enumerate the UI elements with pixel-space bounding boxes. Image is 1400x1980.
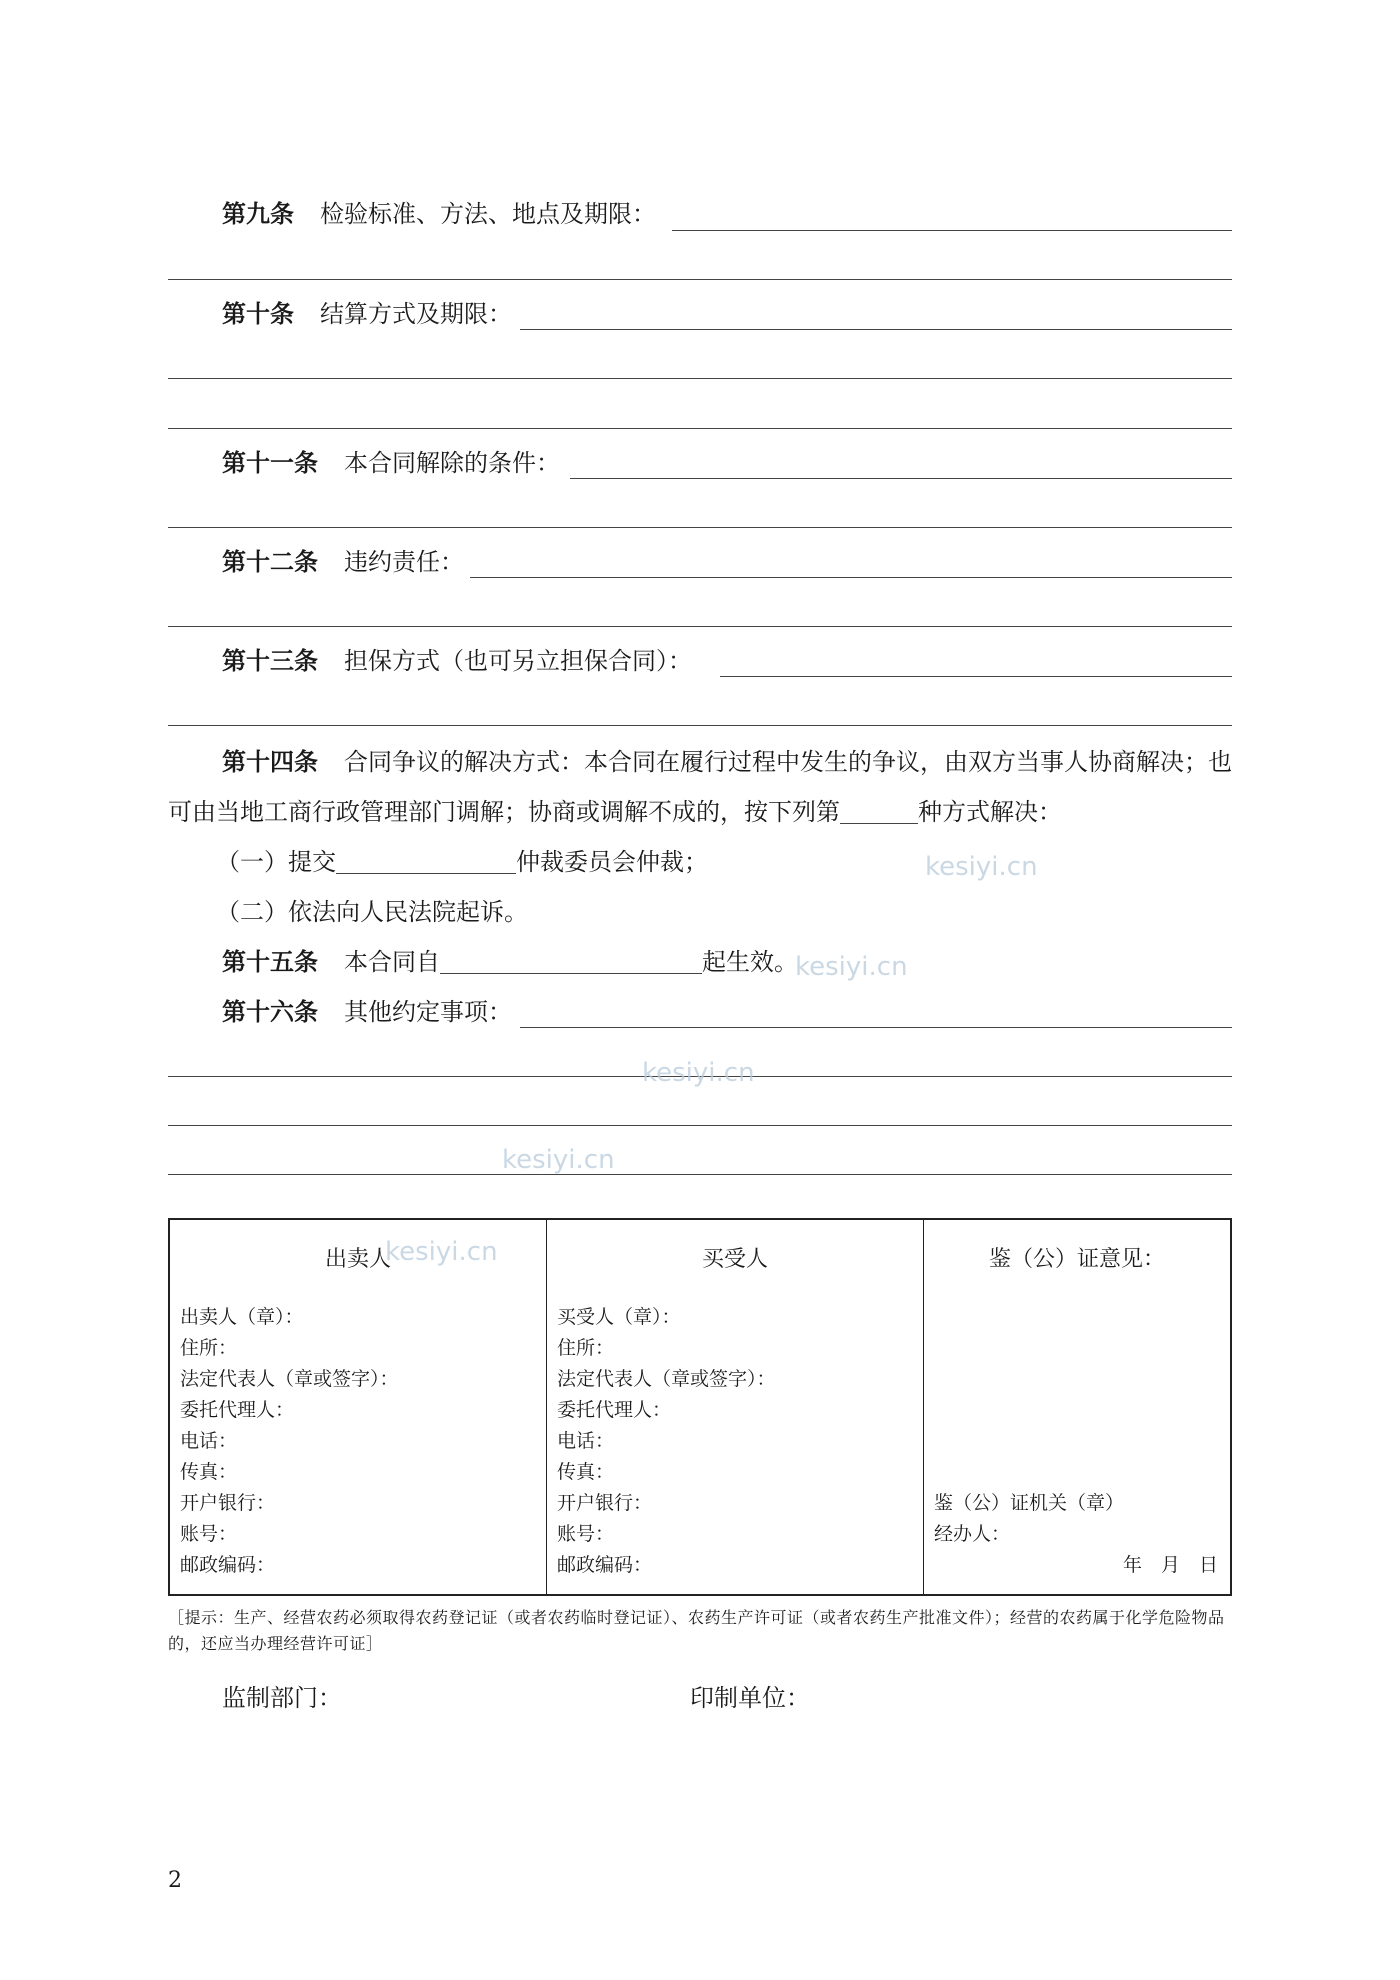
dispute-option-blank[interactable] — [840, 797, 918, 824]
clause-16-extra-line-2[interactable] — [168, 1125, 1232, 1126]
effective-date-blank[interactable] — [440, 947, 702, 974]
clause-12-number: 第十二条 — [222, 548, 318, 576]
supervisor-label: 监制部门： — [222, 1684, 342, 1712]
option-1-suffix: 仲裁委员会仲裁； — [516, 848, 708, 876]
clause-12 — [168, 546, 1232, 578]
watermark-3: kesiyi.cn — [642, 1058, 755, 1088]
clause-13-number: 第十三条 — [222, 647, 318, 675]
signature-table — [168, 1218, 1232, 1596]
notary-cell — [924, 1219, 1232, 1595]
option-1 — [168, 837, 1232, 887]
clause-14 — [168, 737, 1232, 837]
watermark-2: kesiyi.cn — [795, 952, 908, 982]
arbitration-commission-blank[interactable] — [336, 847, 516, 874]
clause-13-extra-line[interactable] — [168, 725, 1232, 726]
clause-10-text: 结算方式及期限： — [320, 300, 512, 328]
clause-14-number: 第十四条 — [222, 748, 318, 776]
seller-phone-field[interactable]: 电话： — [180, 1430, 238, 1452]
clause-13 — [168, 645, 1232, 677]
pesticide-license-note: ［提示：生产、经营农药必须取得农药登记证（或者农药临时登记证）、农药生产许可证（或者农药生产批准文件）；经营的农药属于化学危险物品的，还应当办理经营许可证］ — [168, 1608, 1225, 1653]
buyer-fax-field[interactable]: 传真： — [557, 1461, 615, 1483]
clause-16 — [168, 996, 1232, 1028]
seller-cell — [169, 1219, 547, 1595]
clause-11-text: 本合同解除的条件： — [344, 449, 560, 477]
clause-16-text: 其他约定事项： — [344, 998, 512, 1026]
clause-10-extra-line-2[interactable] — [168, 428, 1232, 429]
buyer-fields — [557, 1302, 776, 1581]
clause-14-text-2: 决；也可由当地工商行政管理部门调解；协商或调解不成的，按下列第 — [168, 748, 1232, 826]
clause-12-fill-line[interactable] — [470, 577, 1232, 578]
notary-date[interactable]: 年 月 日 — [1122, 1554, 1218, 1576]
clause-14-text-1: 合同争议的解决方式：本合同在履行过程中发生的争议，由双方当事人协商解 — [344, 748, 1160, 776]
page-number: 2 — [168, 1868, 182, 1893]
clause-11-fill-line[interactable] — [570, 478, 1232, 479]
clause-10-extra-line-1[interactable] — [168, 378, 1232, 379]
buyer-agent-field[interactable]: 委托代理人： — [557, 1399, 672, 1421]
clause-9-extra-line[interactable] — [168, 279, 1232, 280]
buyer-phone-field[interactable]: 电话： — [557, 1430, 615, 1452]
seller-bank-field[interactable]: 开户银行： — [180, 1492, 276, 1514]
buyer-bank-field[interactable]: 开户银行： — [557, 1492, 653, 1514]
clause-10 — [168, 298, 1232, 330]
watermark-4: kesiyi.cn — [502, 1145, 615, 1175]
clause-15-prefix: 本合同自 — [344, 948, 440, 976]
clause-12-text: 违约责任： — [344, 548, 464, 576]
watermark-1: kesiyi.cn — [925, 852, 1038, 882]
seller-address-field[interactable]: 住所： — [180, 1337, 238, 1359]
clause-16-extra-line-3[interactable] — [168, 1174, 1232, 1175]
seller-fields — [180, 1302, 399, 1581]
notary-org-seal[interactable]: 鉴（公）证机关（章） — [934, 1492, 1125, 1514]
watermark-5: kesiyi.cn — [385, 1237, 498, 1267]
option-2: （二）依法向人民法院起诉。 — [216, 898, 528, 926]
buyer-address-field[interactable]: 住所： — [557, 1337, 615, 1359]
buyer-seal-field[interactable]: 买受人（章）： — [557, 1306, 681, 1328]
buyer-account-field[interactable]: 账号： — [557, 1523, 615, 1545]
buyer-legal-rep-field[interactable]: 法定代表人（章或签字）： — [557, 1368, 776, 1390]
clause-15 — [168, 937, 1232, 987]
seller-fax-field[interactable]: 传真： — [180, 1461, 238, 1483]
seller-account-field[interactable]: 账号： — [180, 1523, 238, 1545]
clause-9 — [168, 198, 1232, 230]
clause-15-number: 第十五条 — [222, 948, 318, 976]
clause-10-fill-line[interactable] — [520, 329, 1232, 330]
clause-11-number: 第十一条 — [222, 449, 318, 477]
clause-11 — [168, 447, 1232, 479]
clause-11-extra-line[interactable] — [168, 527, 1232, 528]
notary-org-block — [934, 1488, 1124, 1550]
seller-postcode-field[interactable]: 邮政编码： — [180, 1554, 276, 1576]
buyer-postcode-field[interactable]: 邮政编码： — [557, 1554, 653, 1576]
clause-14-text-3: 种方式解决： — [918, 798, 1062, 826]
clause-12-extra-line[interactable] — [168, 626, 1232, 627]
clause-13-text: 担保方式（也可另立担保合同）： — [344, 647, 692, 675]
option-1-prefix: （一）提交 — [216, 848, 336, 876]
clause-16-fill-line[interactable] — [520, 1027, 1232, 1028]
buyer-cell — [547, 1219, 924, 1595]
clause-10-number: 第十条 — [222, 300, 294, 328]
clause-15-suffix: 起生效。 — [702, 948, 798, 976]
seller-seal-field[interactable]: 出卖人（章）： — [180, 1306, 304, 1328]
clause-9-text: 检验标准、方法、地点及期限： — [320, 200, 656, 228]
buyer-title: 买受人 — [701, 1247, 768, 1272]
clause-16-number: 第十六条 — [222, 998, 318, 1026]
clause-9-fill-line[interactable] — [672, 230, 1232, 231]
notary-title: 鉴（公）证意见： — [988, 1247, 1165, 1272]
seller-agent-field[interactable]: 委托代理人： — [180, 1399, 295, 1421]
seller-title: 出卖人 — [324, 1247, 391, 1272]
clause-13-fill-line[interactable] — [720, 676, 1232, 677]
seller-legal-rep-field[interactable]: 法定代表人（章或签字）： — [180, 1368, 399, 1390]
notary-agent-field[interactable]: 经办人： — [934, 1523, 1011, 1545]
clause-9-number: 第九条 — [222, 200, 294, 228]
printer-label: 印制单位： — [690, 1684, 810, 1712]
